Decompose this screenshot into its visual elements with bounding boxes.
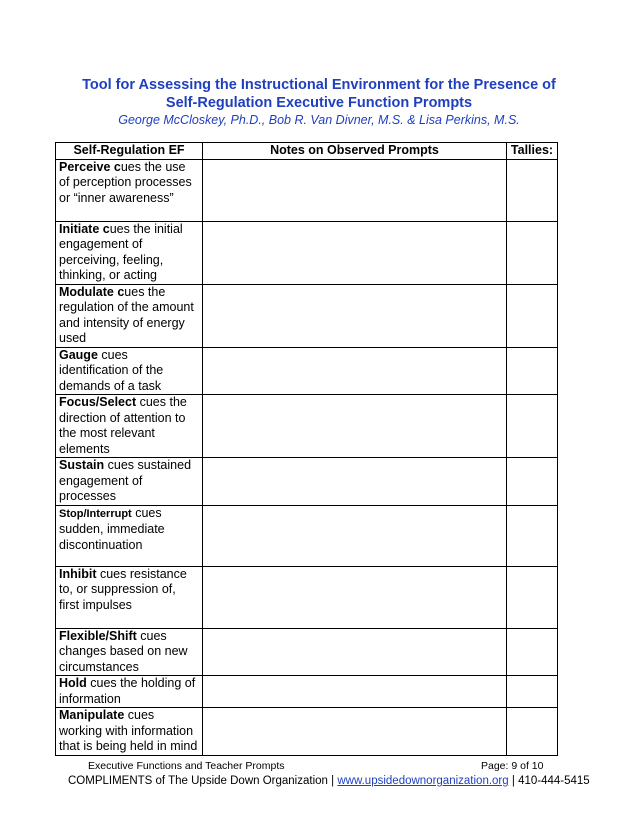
ef-description: cues the holding of information: [59, 676, 196, 706]
ef-description: cues working with information that is being held in mind: [59, 708, 198, 753]
footer-doc-title: Executive Functions and Teacher Prompts: [88, 760, 285, 772]
ef-cell: [56, 395, 203, 458]
tallies-cell[interactable]: [507, 347, 558, 395]
ef-cell: [56, 566, 203, 628]
notes-cell[interactable]: [203, 395, 507, 458]
ef-name: Focus/Select: [59, 395, 137, 409]
notes-cell[interactable]: [203, 458, 507, 506]
ef-name: Manipulate: [59, 708, 125, 722]
assessment-table: [55, 142, 558, 756]
ef-description: cues changes based on new circumstances: [59, 628, 188, 674]
ef-cell: [56, 676, 203, 708]
ef-description: cues identification of the demands of a task: [59, 347, 164, 393]
notes-cell[interactable]: [203, 505, 507, 566]
ef-cell: [56, 159, 203, 221]
ef-name: Sustain: [59, 458, 105, 472]
ef-cell: [56, 505, 203, 566]
ef-description: cues sustained engagement of processes: [59, 458, 192, 503]
tallies-cell[interactable]: [507, 676, 558, 708]
ef-description: ues the initial engagement of perceiving, feeling, thinking, or acting: [59, 221, 183, 282]
tallies-cell[interactable]: [507, 395, 558, 458]
footer-phone: 410-444-5415: [518, 775, 590, 787]
ef-name: Perceive c: [59, 159, 121, 174]
notes-cell[interactable]: [203, 708, 507, 756]
document-title-line-2: Self-Regulation Executive Function Prompts: [165, 95, 473, 111]
ef-description: cues the direction of attention to the most relevant elements: [59, 395, 187, 456]
tallies-cell[interactable]: [507, 458, 558, 506]
notes-cell[interactable]: [203, 676, 507, 708]
table-row: [56, 347, 558, 395]
header-notes: Notes on Observed Prompts: [203, 143, 507, 160]
table-row: [56, 395, 558, 458]
ef-name: Hold: [59, 676, 87, 690]
table-row: [56, 458, 558, 506]
ef-cell: [56, 347, 203, 395]
notes-cell[interactable]: [203, 628, 507, 676]
ef-name: Modulate c: [59, 284, 125, 299]
ef-name: Flexible/Shift: [59, 628, 137, 643]
ef-description: cues sudden, immediate discontinuation: [59, 505, 165, 552]
ef-cell: [56, 628, 203, 676]
ef-cell: [56, 221, 203, 284]
header-tallies: Tallies:: [507, 143, 558, 160]
footer-separator: |: [331, 775, 335, 787]
ef-cell: [56, 284, 203, 347]
notes-cell[interactable]: [203, 221, 507, 284]
authors-line: George McCloskey, Ph.D., Bob R. Van Divner, M.S. & Lisa Perkins, M.S.: [118, 113, 520, 127]
ef-name: Inhibit: [59, 566, 97, 581]
table-header-row: [56, 143, 558, 160]
tallies-cell[interactable]: [507, 159, 558, 221]
tallies-cell[interactable]: [507, 708, 558, 756]
ef-description: ues the regulation of the amount and intensity of energy used: [59, 284, 194, 345]
ef-name: Gauge: [59, 347, 98, 362]
tallies-cell[interactable]: [507, 221, 558, 284]
table-row: [56, 221, 558, 284]
tallies-cell[interactable]: [507, 566, 558, 628]
footer-compliments: COMPLIMENTS of The Upside Down Organization: [68, 775, 328, 787]
table-row: [56, 708, 558, 756]
notes-cell[interactable]: [203, 566, 507, 628]
ef-description: cues resistance to, or suppression of, first impulses: [59, 566, 187, 612]
footer-page-number: Page: 9 of 10: [481, 760, 544, 772]
footer-website-link[interactable]: www.upsidedownorganization.org: [337, 775, 509, 787]
ef-name: Initiate c: [59, 221, 110, 236]
footer-separator: |: [511, 775, 515, 787]
tallies-cell[interactable]: [507, 505, 558, 566]
ef-name: Stop/Interrupt: [59, 507, 132, 520]
table-row: [56, 676, 558, 708]
table-row: [56, 159, 558, 221]
tallies-cell[interactable]: [507, 628, 558, 676]
notes-cell[interactable]: [203, 284, 507, 347]
table-row: [56, 284, 558, 347]
ef-description: ues the use of perception processes or “inner awareness”: [59, 159, 192, 205]
table-row: [56, 566, 558, 628]
notes-cell[interactable]: [203, 347, 507, 395]
ef-cell: [56, 458, 203, 506]
header-self-regulation-ef: Self-Regulation EF: [56, 143, 203, 160]
ef-cell: [56, 708, 203, 756]
document-title-line-1: Tool for Assessing the Instructional Environment for the Presence of: [82, 77, 556, 93]
tallies-cell[interactable]: [507, 284, 558, 347]
table-row: [56, 628, 558, 676]
notes-cell[interactable]: [203, 159, 507, 221]
table-row: [56, 505, 558, 566]
